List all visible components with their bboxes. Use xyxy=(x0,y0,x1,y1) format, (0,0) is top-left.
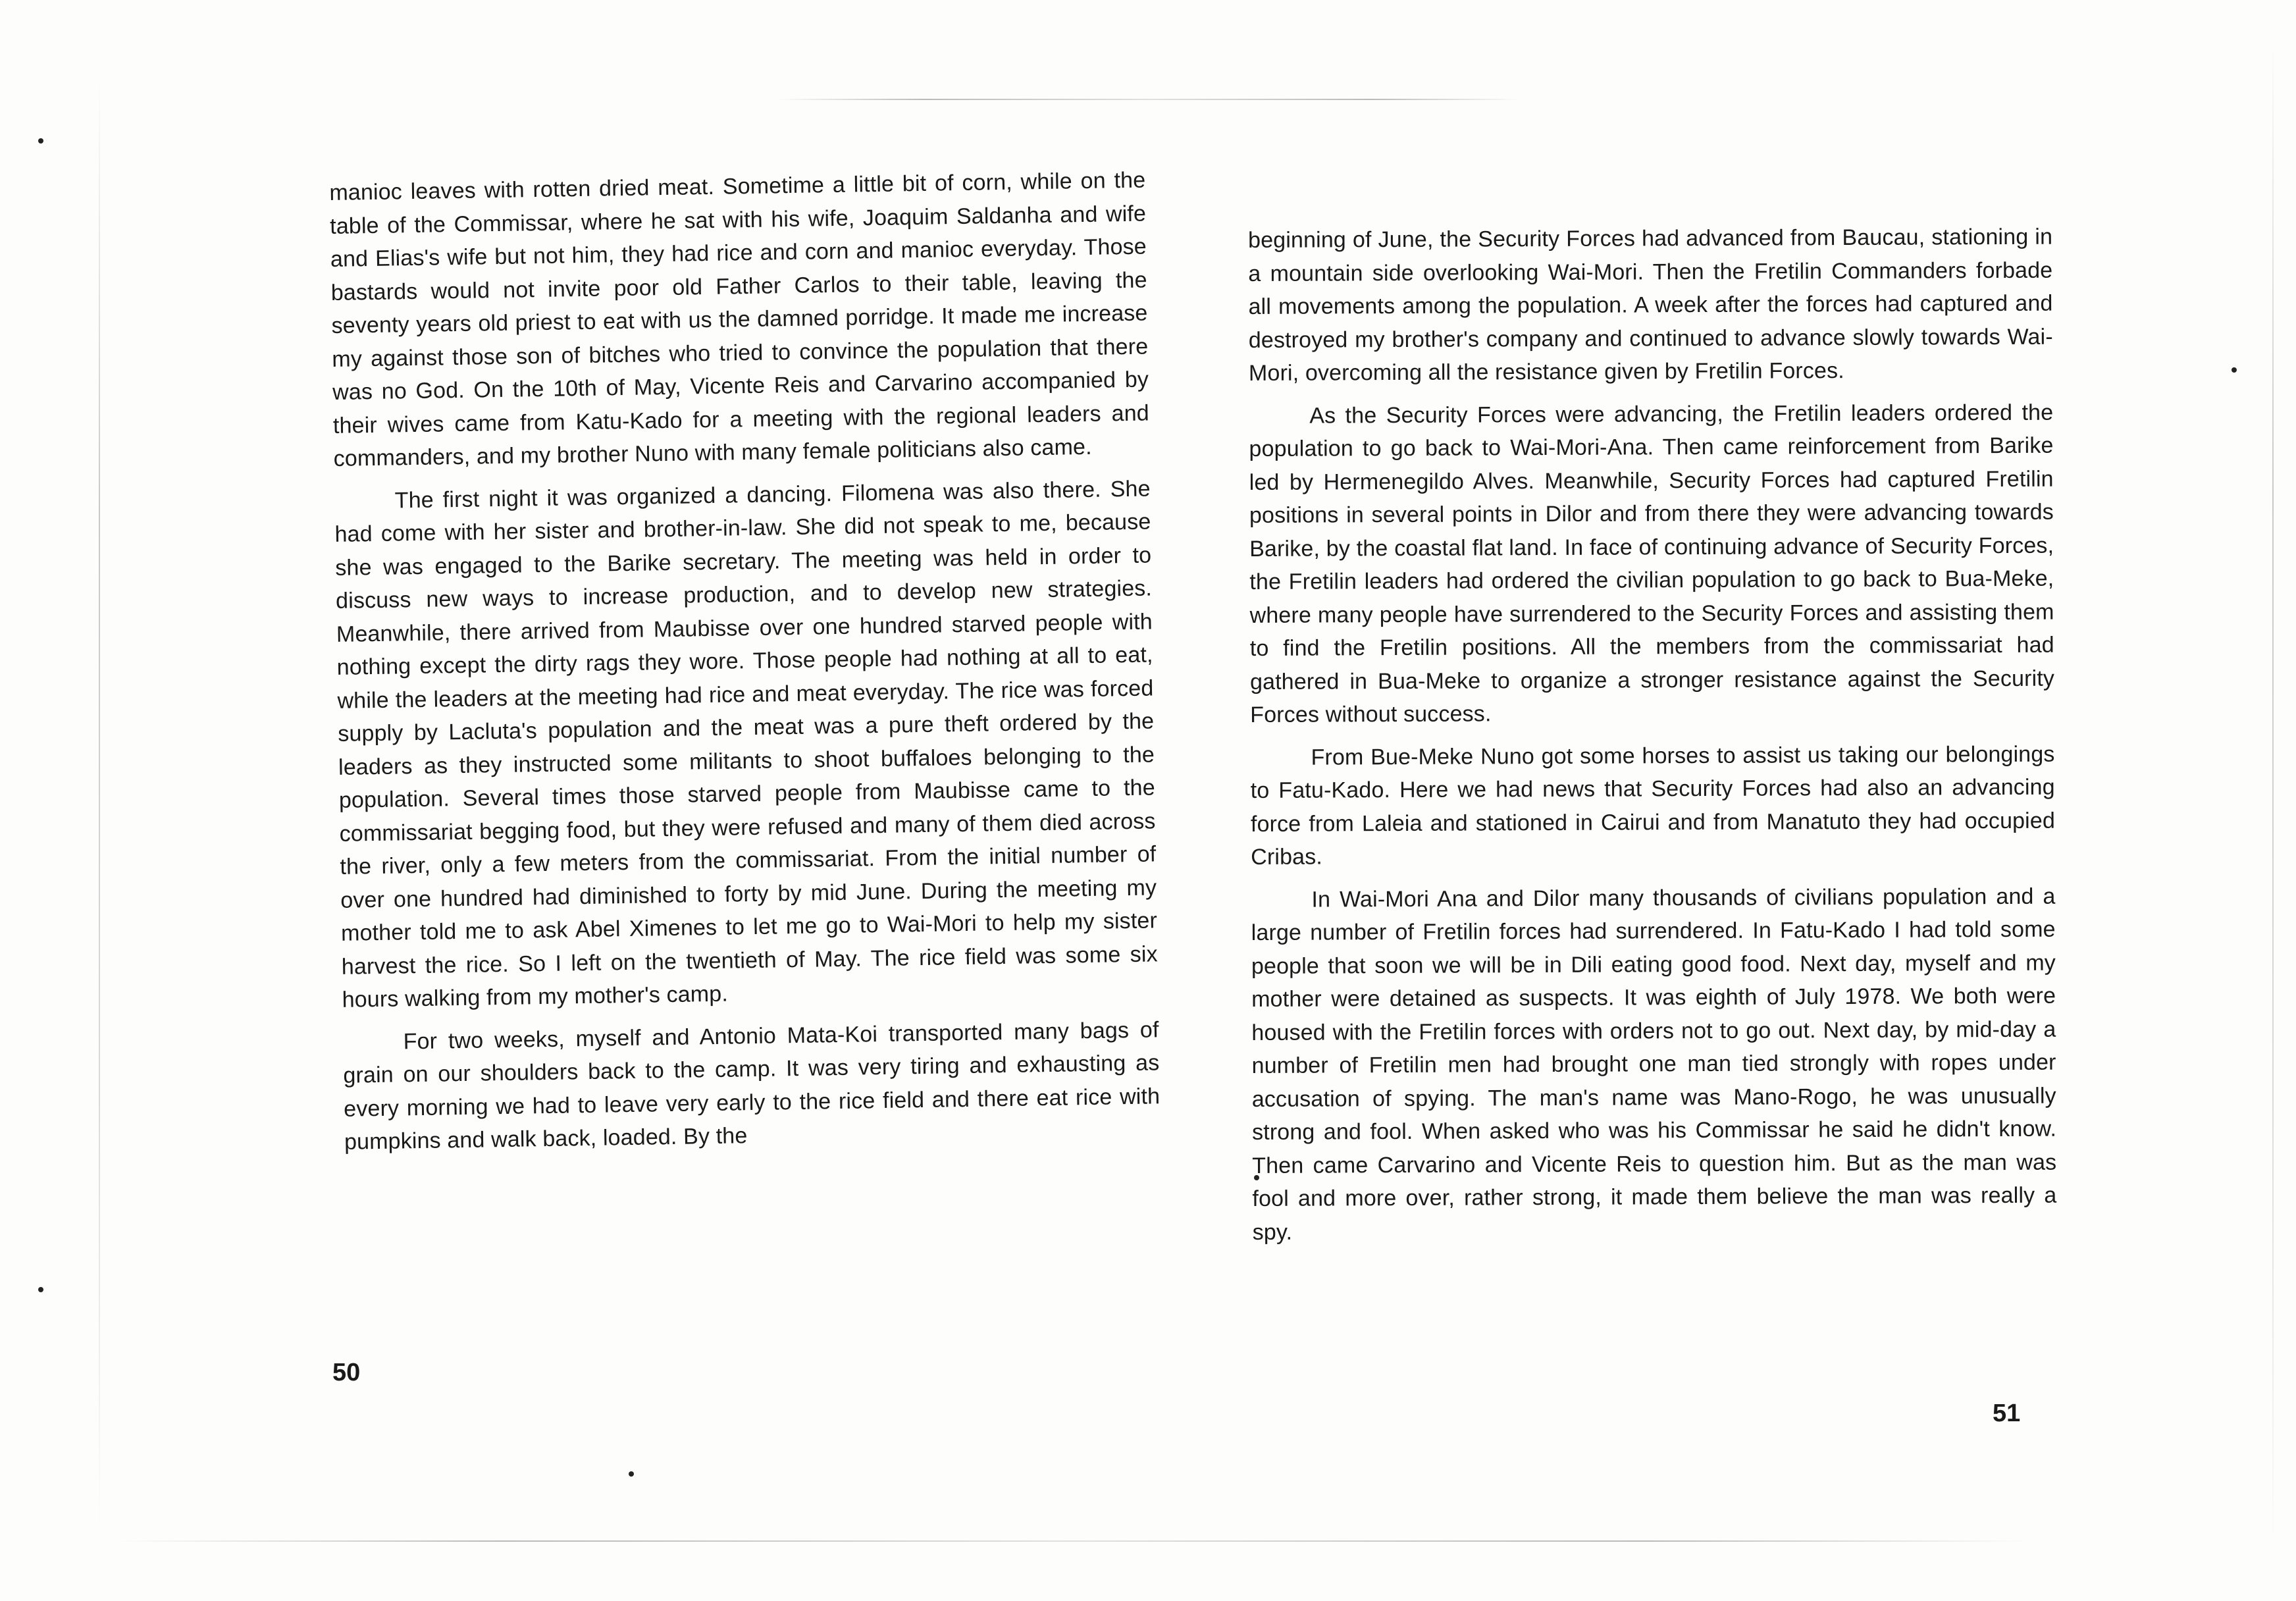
page-number-right: 51 xyxy=(1993,1400,2021,1427)
left-paragraph-3: For two weeks, myself and Antonio Mata-Koi transported many bags of grain on our shoulders back to the camp. It was very tiring and exhausting as every morning we had to leave very early to the rice field and there eat rice with pumpkins and walk back, loaded. By the xyxy=(343,1016,1161,1155)
right-paragraph-4: In Wai-Mori Ana and Dilor many thousands of civilians population and a large number of Fretilin forces had surrendered. In Fatu-Kado I had told some people that soon we will be in Dili eating good food. Next day, myself and my mother were detained as suspects. It was eighth of July 1978. We both were housed with the Fretilin forces with orders not to go out. Next day, by mid-day a number of Fretilin men had brought one man tied strongly with ropes under accusation of spying. The man's name was Mano-Rogo, he was unusually strong and fool. When asked who was his Commissar he said he didn't know. Then came Carvarino and Vicente Reis to question him. But as the man was fool and more over, rather strong, it made them believe the man was really a spy. xyxy=(1251,883,2057,1245)
page-number-left: 50 xyxy=(332,1359,361,1386)
left-paragraph-1: manioc leaves with rotten dried meat. Sometime a little bit of corn, while on the table of the Commissar, where he sat with his wife, Joaquim Saldanha and wife and Elias's wife but not him, they had rice and corn and manioc everyday. Those bastards would not invite poor old Father Carlos to their table, leaving the seventy years old priest to eat with us the damned porridge. It made me increase my against those son of bitches who tried to convince the population that there was no God. On the 10th of May, Vicente Reis and Carvarino accompanied by their wives came from Katu-Kado for a meeting with the regional leaders and commanders, and my brother Nuno with many female politicians also came. xyxy=(329,167,1150,471)
right-page xyxy=(1148,0,2296,1601)
right-paragraph-3: From Bue-Meke Nuno got some horses to assist us taking our belongings to Fatu-Kado. Here we had news that Security Forces had also an advancing force from Laleia and stationed in Cairui and from Manatuto they had occupied Cribas. xyxy=(1250,741,2056,870)
left-paragraph-2: The first night it was organized a dancing. Filomena was also there. She had come with her sister and brother-in-law. She did not speak to me, because she was engaged to the Barike secretary. The meeting was held in order to discuss new ways to increase production, and to develop new strategies. Meanwhile, there arrived from Maubisse over one hundred starved people with nothing except the dirty rags they wore. Those people had nothing at all to eat, while the leaders at the meeting had rice and meat everyday. The rice was forced supply by Lacluta's population and the meat was a pure theft ordered by the leaders as they instructed some militants to shoot buffaloes belonging to the population. Several times those starved people from Maubisse came to the commissariat begging food, but they were refused and many of them died across the river, only a few meters from the commissariat. From the initial number of over one hundred had diminished to forty by mid June. During the meeting my mother told me to ask Abel Ximenes to let me go to Wai-Mori to help my sister harvest the rice. So I left on the twentieth of May. The rice field was some six hours walking from my mother's camp. xyxy=(334,475,1159,1012)
right-paragraph-1: beginning of June, the Security Forces had advanced from Baucau, stationing in a mountain side overlooking Wai-Mori. Then the Fretilin Commanders forbade all movements among the population. A week after the forces had captured and destroyed my brother's company and continued to advance slowly towards Wai-Mori, overcoming all the resistance given by Fretilin Forces. xyxy=(1248,224,2053,386)
right-page-text xyxy=(1248,221,2057,1258)
left-page-text xyxy=(329,164,1161,1168)
right-paragraph-2: As the Security Forces were advancing, the Fretilin leaders ordered the population to go back to Wai-Mori-Ana. Then came reinforcement from Barike led by Hermenegildo Alves. Meanwhile, Security Forces had captured Fretilin positions in several points in Dilor and from there they were advancing towards Barike, by the coastal flat land. In face of continuing advance of Security Forces, the Fretilin leaders had ordered the civilian population to go back to Bua-Meke, where many people have surrendered to the Security Forces and assisting them to find the Fretilin positions. All the members from the commissariat had gathered in Bua-Meke to organize a stronger resistance against the Security Forces without success. xyxy=(1249,400,2055,727)
